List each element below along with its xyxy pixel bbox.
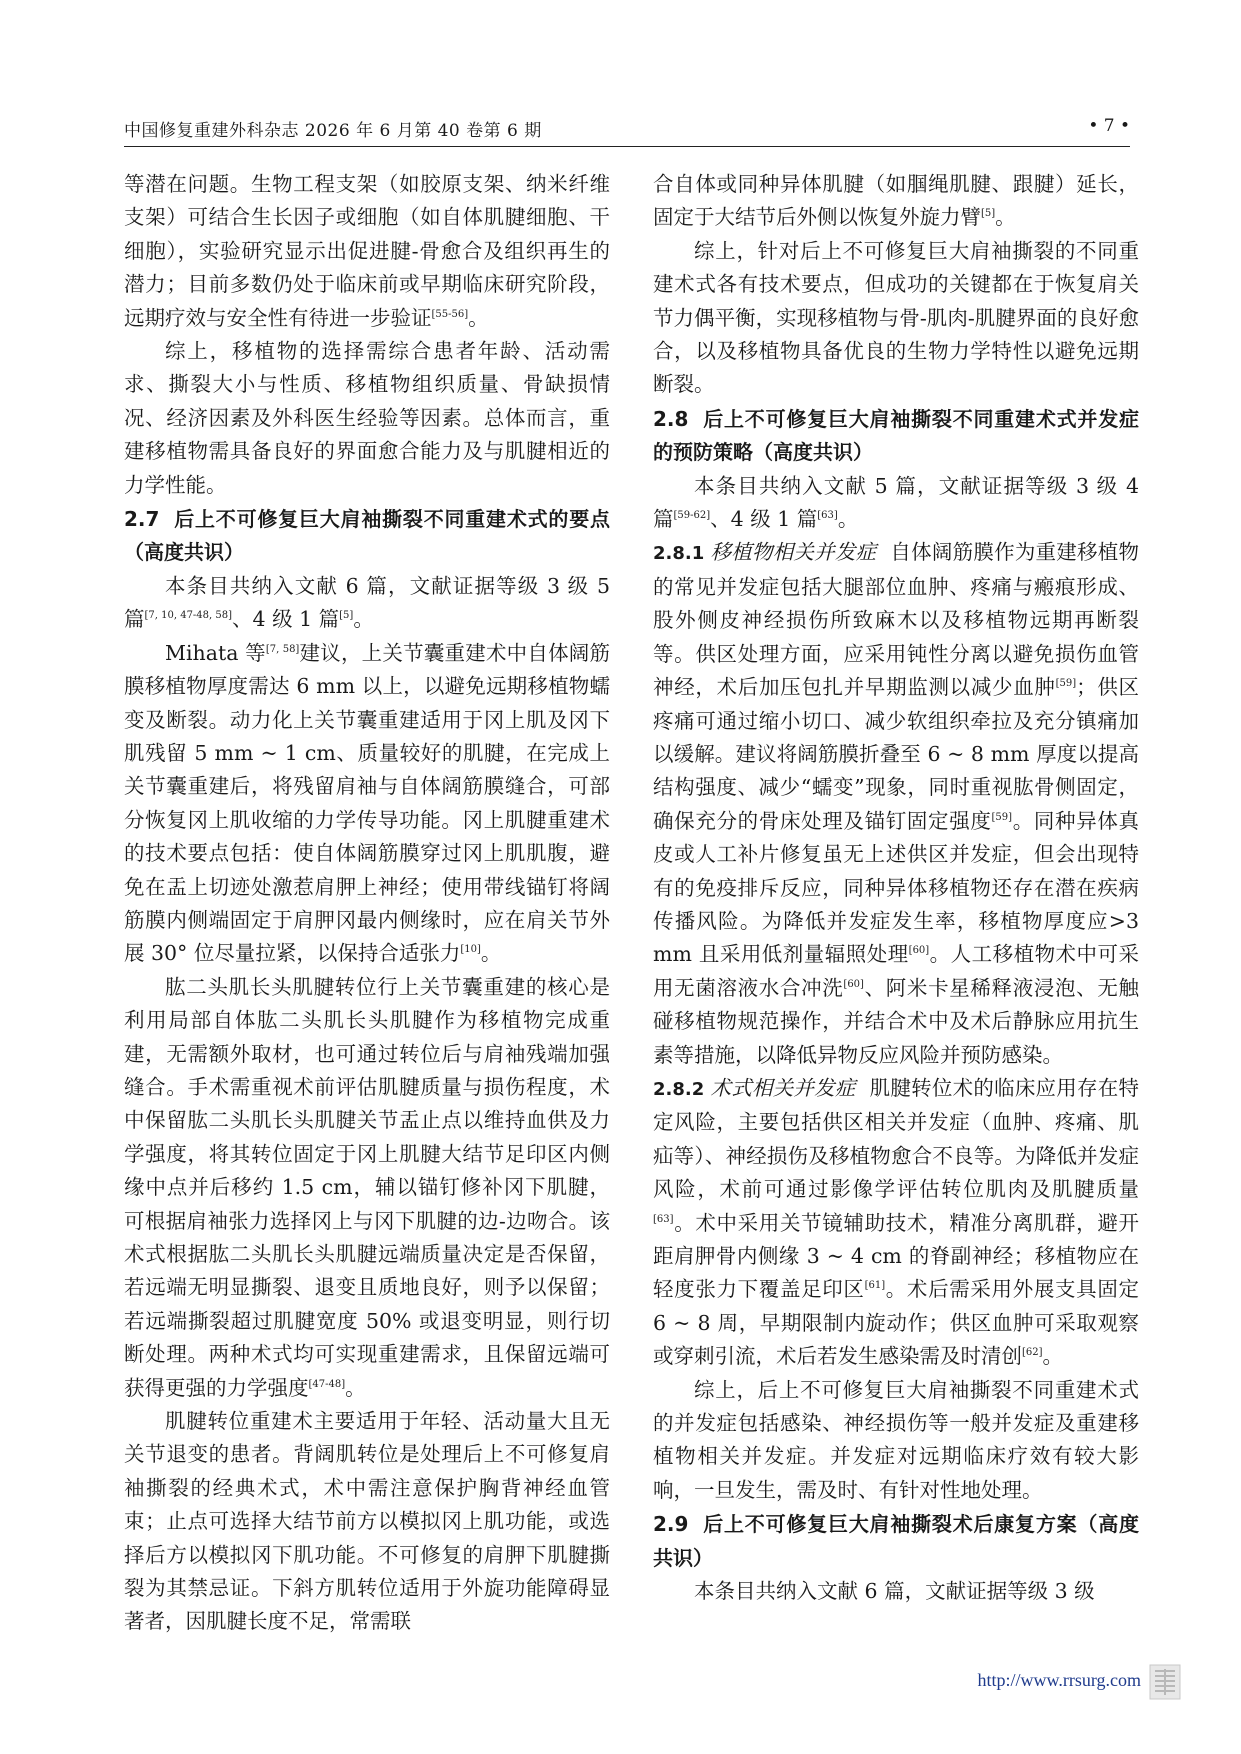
paragraph: 本条目共纳入文献 6 篇，文献证据等级 3 级 5 篇[7, 10, 47-48, 58]、4 级 1 篇[5]。 xyxy=(124,573,610,632)
paragraph: 肌腱转位重建术主要适用于年轻、活动量大且无关节退变的患者。背阔肌转位是处理后上不可修复肩袖撕裂的经典术式，术中需注意保护胸背神经血管束；止点可选择大结节前方以模拟冈上肌功能，或选择后方以模拟冈下肌功能。不可修复的肩胛下肌腱撕裂为其禁忌证。下斜方肌转位适用于外旋功能障碍显著者，因肌腱长度不足，常需联 xyxy=(124,1409,610,1634)
paragraph: 综上，移植物的选择需综合患者年龄、活动需求、撕裂大小与性质、移植物组织质量、骨缺损情况、经济因素及外科医生经验等因素。总体而言，重建移植物需具备良好的界面愈合能力及与肌腱相近的力学性能。 xyxy=(124,339,610,497)
subsection-number: 2.8.2 xyxy=(653,1078,705,1100)
paragraph: Mihata 等[7, 58]建议，上关节囊重建术中自体阔筋膜移植物厚度需达 6 mm 以上，以避免远期移植物蠕变及断裂。动力化上关节囊重建适用于冈上肌及冈下肌残留 5 mm ~ 1 cm、质量较好的肌腱，在完成上关节囊重建后，将残留肩袖与自体阔筋膜缝合，可部分恢复冈上肌收缩的力学传导功能。冈上肌腱重建术的技术要点包括：使自体阔筋膜穿过冈上肌肌腹，避免在盂上切迹处激惹肩胛上神经；使用带线锚钉将阔筋膜内侧端固定于肩胛冈最内侧缘时，应在肩关节外展 30° 位尽量拉紧，以保持合适张力[10]。 xyxy=(124,640,611,966)
citation[interactable]: [59] xyxy=(991,811,1013,823)
paragraph: 肱二头肌长头肌腱转位行上关节囊重建的核心是利用局部自体肱二头肌长头肌腱作为移植物完成重建，无需额外取材，也可通过转位后与肩袖残端加强缝合。手术需重视术前评估肌腱质量与损伤程度，术中保留肱二头肌长头肌腱关节盂止点以维持血供及力学强度，将其转位固定于冈上肌腱大结节足印区内侧缘中点并后移约 1.5 cm，辅以锚钉修补冈下肌腱，可根据肩袖张力选择冈上与冈下肌腱的边-边吻合。该术式根据肱二头肌长头肌腱远端质量决定是否保留，若远端无明显撕裂、退变且质地良好，则予以保留；若远端撕裂超过肌腱宽度 50% 或退变明显，则行切断处理。两种术式均可实现重建需求，且保留远端可获得更强的力学强度[47-48]。 xyxy=(124,974,610,1400)
citation[interactable]: [62] xyxy=(1022,1347,1043,1359)
citation[interactable]: [63] xyxy=(653,1213,674,1225)
citation[interactable]: [10] xyxy=(460,944,481,956)
citation[interactable]: [7, 10, 47-48, 58] xyxy=(144,610,233,622)
section-heading-2-8: 2.8 后上不可修复巨大肩袖撕裂不同重建术式并发症的预防策略（高度共识） xyxy=(653,406,1139,465)
citation[interactable]: [63] xyxy=(817,510,838,522)
paragraph: 综上，针对后上不可修复巨大肩袖撕裂的不同重建术式各有技术要点，但成功的关键都在于恢复肩关节力偶平衡，实现移植物与骨-肌肉-肌腱界面的良好愈合，以及移植物具备优良的生物力学特性以避免远期断裂。 xyxy=(653,238,1139,397)
right-column: 合自体或同种异体肌腱（如腘绳肌腱、跟腱）延长，固定于大结节后外侧以恢复外旋力臂[5]。 综上，针对后上不可修复巨大肩袖撕裂的不同重建术式各有技术要点，但成功的关键都在于恢复肩关节力偶平衡，实现移植物与骨-肌肉-肌腱界面的良好愈合，以及移植物具备优良的生物力学特性以避免远期断裂。 2.8 后上不可修复巨大肩袖撕裂不同重建术式并发症的预防策略（高度共识） 本条目共纳入文献 5 篇，文献证据等级 3 级 4 篇[59-62]、4 级 1 篇[63]。 2.8.1 移植物相关并发症 自体阔筋膜作为重建移植物的常见并发症包括大腿部位血肿、疼痛与瘢痕形成、股外侧皮神经损伤所致麻木以及移植物远期再断裂等。供区处理方面，应采用钝性分离以避免损伤血管神经，术后加压包扎并早期监测以减少血肿[59]；供区疼痛可通过缩小切口、减少软组织牵拉及充分镇痛加以缓解。建议将阔筋膜折叠至 6 ~ 8 mm 厚度以提高结构强度、减少“蠕变”现象，同时重视肱骨侧固定，确保充分的骨床处理及锚钉固定强度[59]。同种异体真皮或人工补片修复虽无上述供区并发症，但会出现特有的免疫排斥反应，同种异体移植物还存在潜在疾病传播风险。为降低并发症发生率，移植物厚度应>3 mm 且采用低剂量辐照处理[60]。人工移植物术中可采用无菌溶液水合冲洗[60]、阿米卡星稀释液浸泡、无触碰移植物规范操作，并结合术中及术后静脉应用抗生素等措施，以降低异物反应风险并预防感染。 2.8.2 术式相关并发症 肌腱转位术的临床应用存在特定风险，主要包括供区相关并发症（血肿、疼痛、肌疝等）、神经损伤及移植物愈合不良等。为降低并发症风险，术前可通过影像学评估转位肌肉及肌腱质量[63]。术中采用关节镜辅助技术，精准分离肌群，避开距肩胛骨内侧缘 3 ~ 4 cm 的脊副神经；移植物应在轻度张力下覆盖足印区[61]。术后需采用外展支具固定 6 ~ 8 周，早期限制内旋动作；供区血肿可采取观察或穿刺引流，术后若发生感染需及时清创[62]。 综上，后上不可修复巨大肩袖撕裂不同重建术式的并发症包括感染、神经损伤等一般并发症及重建移植物相关并发症。并发症对远期临床疗效有较大影响，一旦发生，需及时、有针对性地处理。 2.9 后上不可修复巨大肩袖撕裂术后康复方案（高度共识） 本条目共纳入文献 6 篇，文献证据等级 3 级 xyxy=(653,168,1139,1608)
citation[interactable]: [60] xyxy=(908,945,930,957)
paragraph: 综上，后上不可修复巨大肩袖撕裂不同重建术式的并发症包括感染、神经损伤等一般并发症及重建移植物相关并发症。并发症对远期临床疗效有较大影响，一旦发生，需及时、有针对性地处理。 xyxy=(653,1377,1139,1502)
paragraph: 合自体或同种异体肌腱（如腘绳肌腱、跟腱）延长，固定于大结节后外侧以恢复外旋力臂[5]。 xyxy=(653,172,1139,230)
paragraph: 等潜在问题。生物工程支架（如胶原支架、纳米纤维支架）可结合生长因子或细胞（如自体肌腱细胞、干细胞），实验研究显示出促进腱-骨愈合及组织再生的潜力；目前多数仍处于临床前或早期临床研究阶段，远期疗效与安全性有待进一步验证[55-56]。 xyxy=(124,172,610,330)
journal-url-link[interactable]: http://www.rrsurg.com xyxy=(977,1670,1141,1690)
left-column xyxy=(124,168,610,1639)
section-heading-2-9: 2.9 后上不可修复巨大肩袖撕裂术后康复方案（高度共识） xyxy=(653,1512,1139,1570)
paragraph: 本条目共纳入文献 6 篇，文献证据等级 3 级 xyxy=(694,1579,1095,1604)
subsection-number: 2.8.1 xyxy=(653,543,705,565)
citation[interactable]: [59-62] xyxy=(673,510,711,522)
subsection-title: 移植物相关并发症 xyxy=(710,540,877,565)
citation[interactable]: [5] xyxy=(981,208,996,220)
citation[interactable]: [59] xyxy=(1055,678,1077,690)
header-rule xyxy=(124,146,1130,147)
citation[interactable]: [60] xyxy=(843,978,864,990)
running-header xyxy=(124,108,1130,148)
section-heading-2-7: 2.7 后上不可修复巨大肩袖撕裂不同重建术式的要点（高度共识） xyxy=(124,507,610,565)
citation[interactable]: [7, 58] xyxy=(265,643,300,655)
citation[interactable]: [5] xyxy=(339,610,354,622)
paragraph: 本条目共纳入文献 5 篇，文献证据等级 3 级 4 篇[59-62]、4 级 1 篇[63]。 xyxy=(653,473,1139,532)
subsection-title: 术式相关并发症 xyxy=(710,1075,856,1100)
citation[interactable]: [61] xyxy=(864,1280,886,1292)
citation[interactable]: [47-48] xyxy=(308,1378,346,1390)
citation[interactable]: [55-56] xyxy=(431,308,469,320)
page-number: • 7 • xyxy=(1088,116,1130,136)
journal-title: 中国修复重建外科杂志 2026 年 6 月第 40 卷第 6 期 xyxy=(124,121,542,141)
journal-seal-icon xyxy=(1149,1664,1181,1700)
